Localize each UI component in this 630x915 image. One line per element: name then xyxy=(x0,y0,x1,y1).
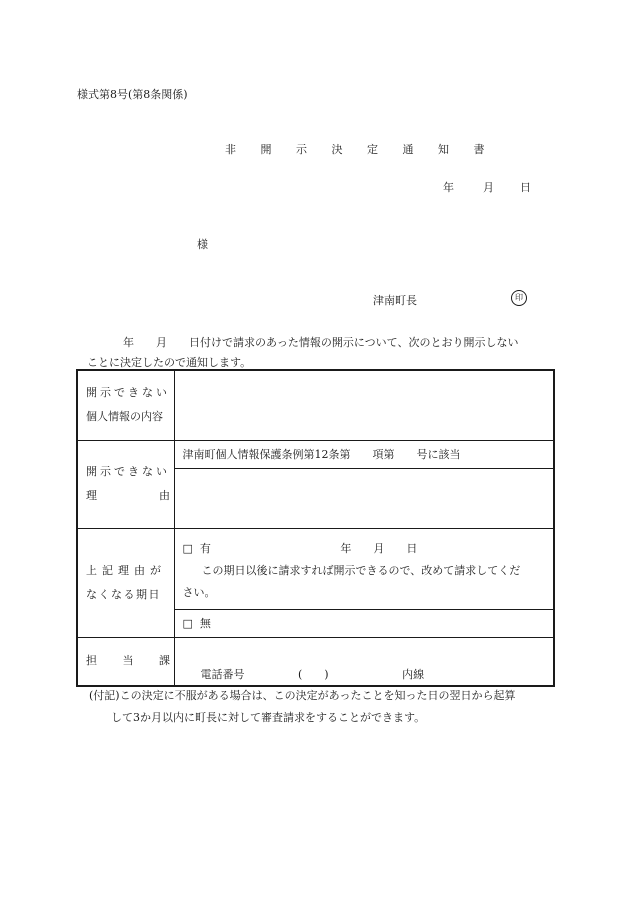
label-reason: 開示できない 理 由 xyxy=(77,440,174,528)
form-number: 様式第8号(第8条関係) xyxy=(77,88,188,101)
note-line-2: して3か月以内に町長に対して審査請求をすることができます。 xyxy=(111,711,426,724)
addressee-suffix: 様 xyxy=(197,238,208,251)
extension-label: 内線 xyxy=(402,668,425,681)
row-expiry-yes xyxy=(77,528,554,609)
row-content xyxy=(77,370,554,440)
date-month: 月 xyxy=(483,181,494,194)
checkbox-yes[interactable]: □ xyxy=(182,541,193,555)
date-year: 年 xyxy=(443,181,454,194)
row-department xyxy=(77,637,554,686)
expiry-yes-text-2: さい。 xyxy=(182,585,216,599)
expiry-yes-text-1: この期日以後に請求すれば開示できるので、改めて請求してくだ xyxy=(201,563,521,577)
label-expiry: 上記理由が なくなる期日 xyxy=(77,528,174,637)
reason-detail xyxy=(174,468,554,528)
date-day: 日 xyxy=(520,181,531,194)
document-title: 非 開 示 決 定 通 知 書 xyxy=(225,143,495,156)
note-line-1: (付記)この決定に不服がある場合は、この決定があったことを知った日の翌日から起算 xyxy=(89,689,516,702)
label-content: 開示できない 個人情報の内容 xyxy=(77,370,174,440)
row-reason-clause xyxy=(77,440,554,468)
expiry-yes-cell xyxy=(174,528,554,609)
phone-area-code: ( ) xyxy=(298,668,329,681)
value-content xyxy=(174,370,554,440)
issuer-name: 津南町長 xyxy=(373,294,417,307)
notice-table xyxy=(76,369,555,687)
intro-line-1: 年 月 日付けで請求のあった情報の開示について、次のとおり開示しない xyxy=(123,336,519,349)
option-no-label: 無 xyxy=(199,617,211,630)
reason-clause: 津南町個人情報保護条例第12条第 項第 号に該当 xyxy=(174,440,554,468)
department-contact xyxy=(174,637,554,686)
seal-mark: 印 xyxy=(511,290,527,306)
intro-line-2: ことに決定したので通知します。 xyxy=(87,356,252,369)
expiry-no-cell xyxy=(174,609,554,637)
label-department: 担 当 課 xyxy=(77,637,174,686)
expiry-date: 年 月 日 xyxy=(340,541,418,555)
option-yes-label: 有 xyxy=(199,541,211,555)
date-line xyxy=(443,179,531,195)
checkbox-no[interactable]: □ xyxy=(182,617,193,630)
phone-label: 電話番号 xyxy=(200,668,245,681)
